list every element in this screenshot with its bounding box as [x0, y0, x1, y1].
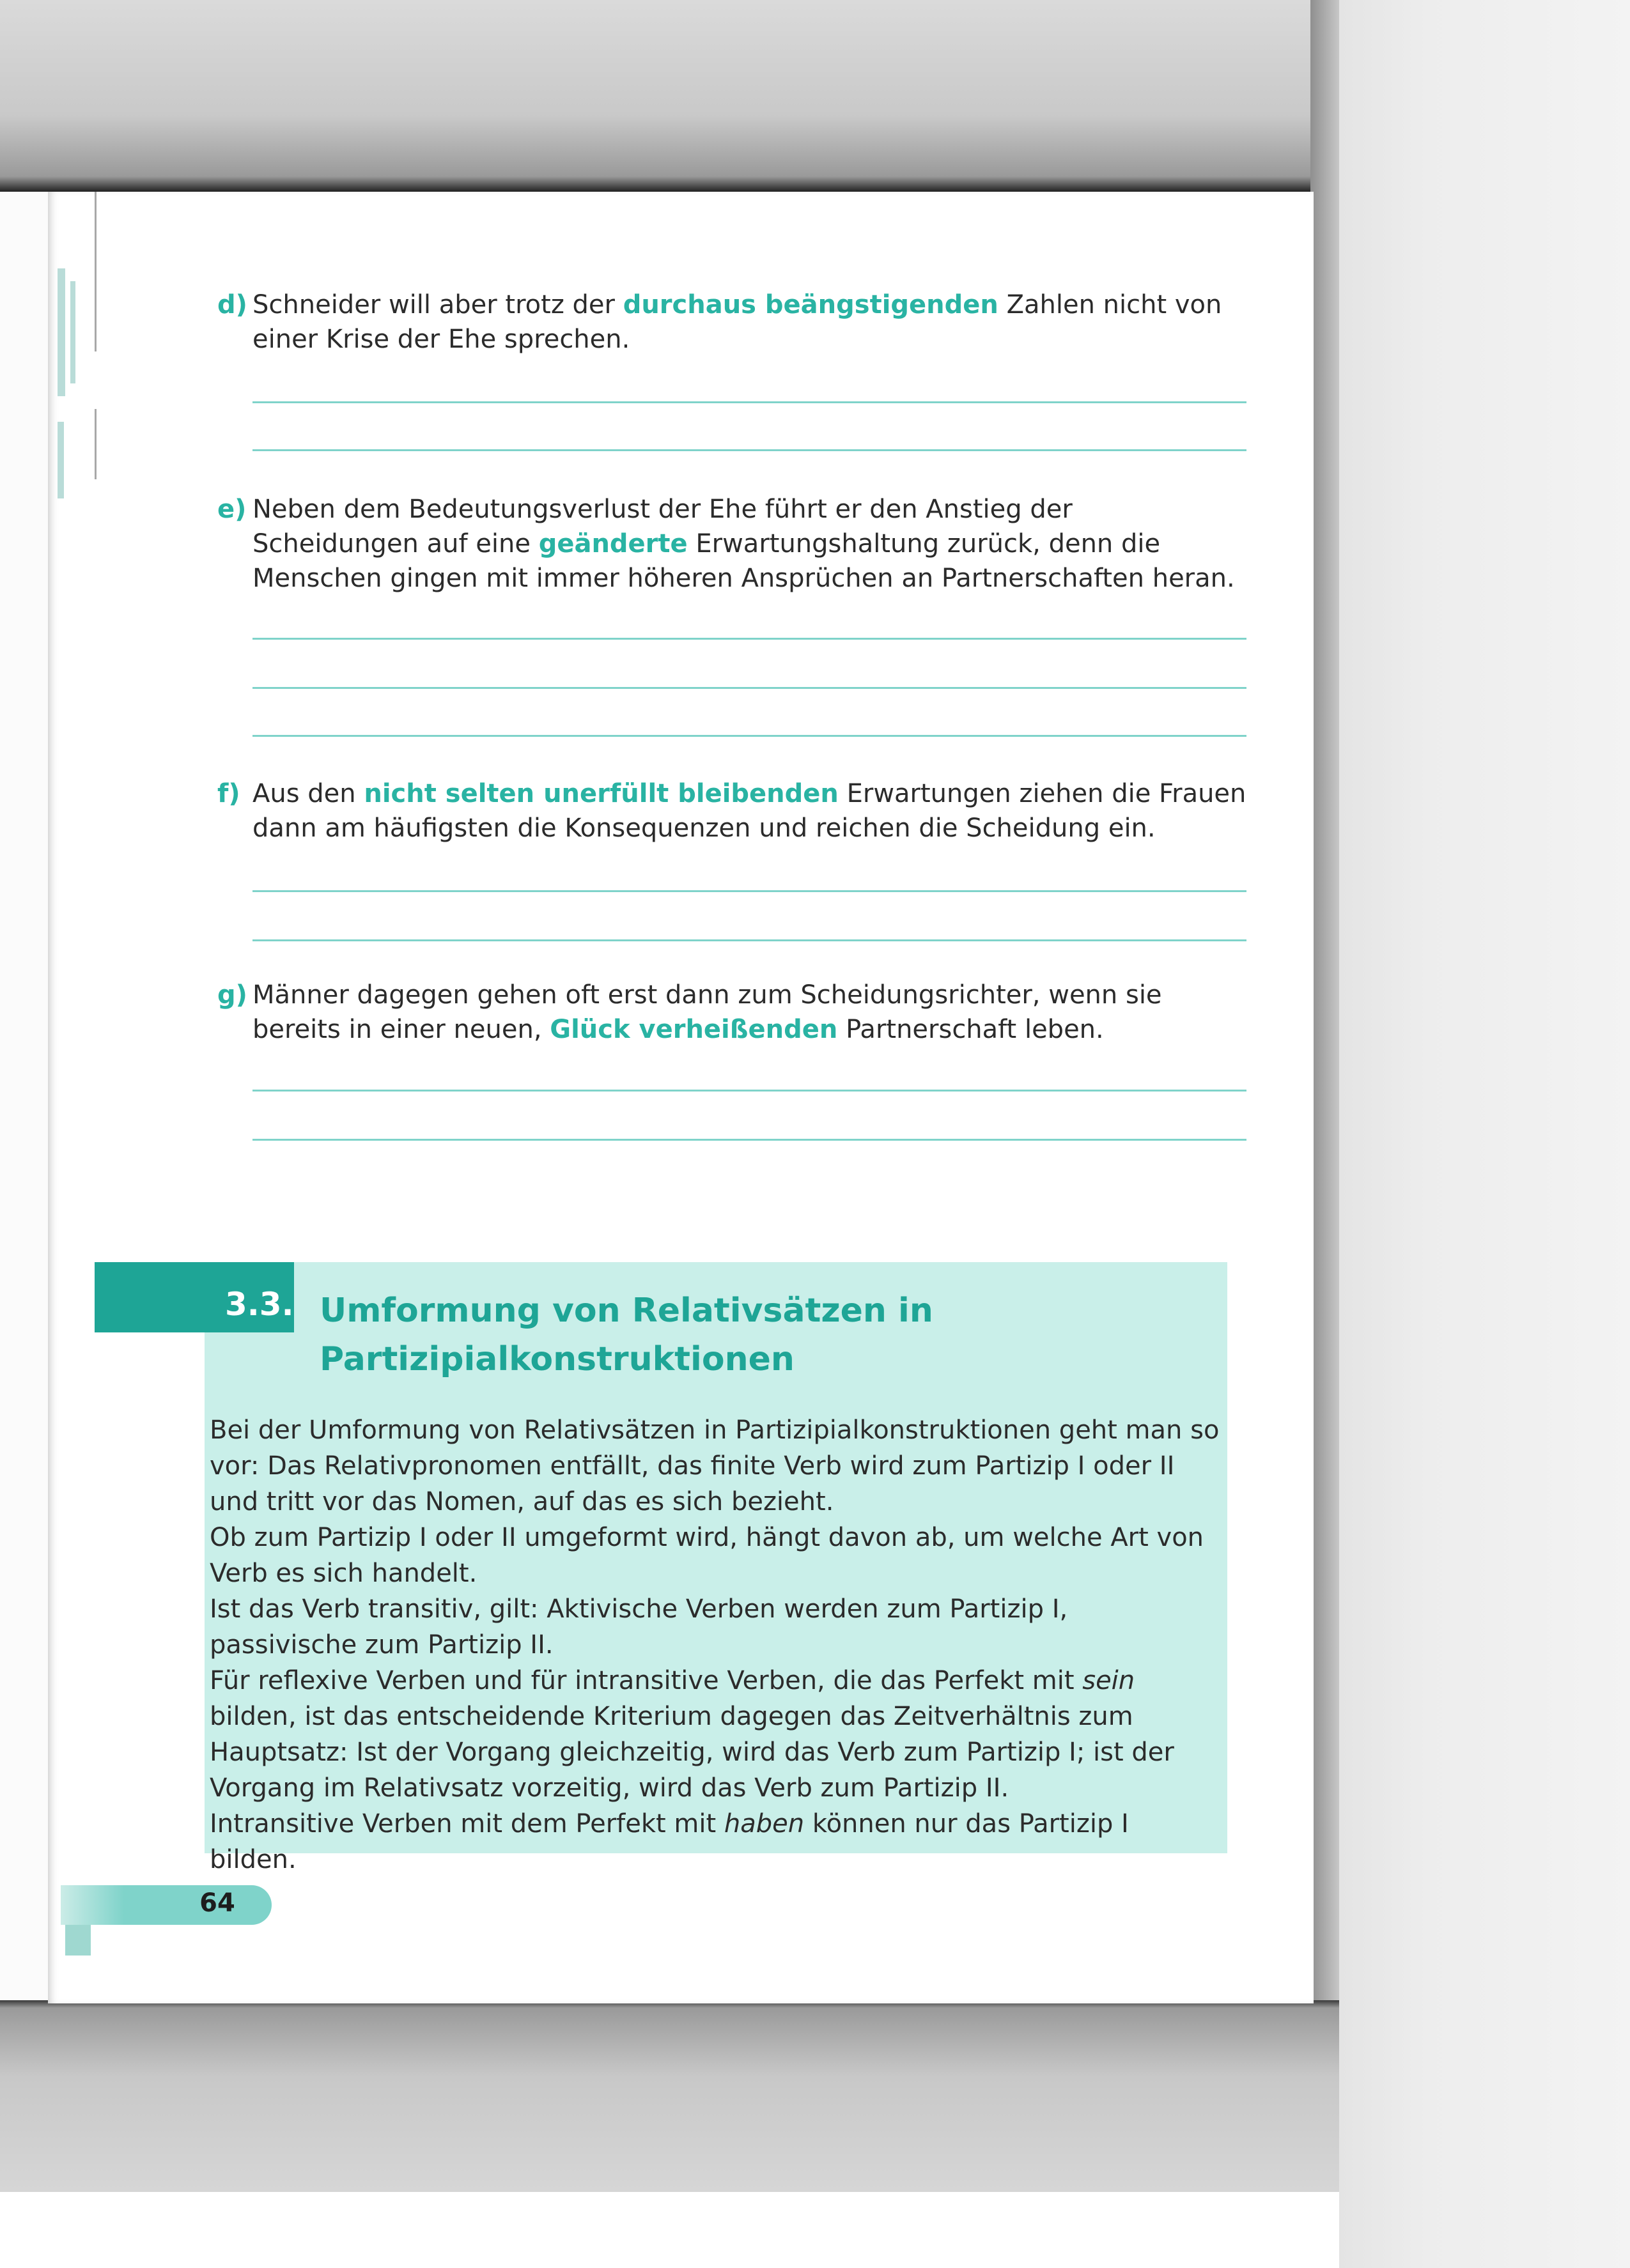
highlighted-phrase: Glück verheißenden [550, 1015, 838, 1044]
exercise-text: f) Aus den nicht selten unerfüllt bleibenden Erwartungen ziehen die Frauen dann am häufigsten die Konsequenzen und reichen die Scheidung ein. [211, 776, 1246, 845]
highlighted-phrase: geänderte [538, 529, 688, 559]
answer-line[interactable] [252, 890, 1246, 892]
book-gutter-shadow [1310, 0, 1339, 2192]
answer-line[interactable] [252, 1139, 1246, 1141]
scan-bottom-shadow [0, 2000, 1339, 2192]
page-number: 64 [199, 1888, 235, 1918]
exercise-text: e) Neben dem Bedeutungsverlust der Ehe führt er den Anstieg der Scheidungen auf eine geänderte Erwartungshaltung zurück, denn die Menschen gingen mit immer höheren Ansprüchen an Partnerschaften heran. [211, 492, 1246, 596]
answer-line[interactable] [252, 939, 1246, 941]
rule-paragraph: Ist das Verb transitiv, gilt: Aktivische Verben werden zum Partizip I, passivische zum Partizip II. [210, 1594, 1068, 1660]
exercise-item [211, 978, 1246, 1047]
exercise-letter: d) [217, 290, 247, 320]
exercise-item [211, 288, 1246, 357]
highlighted-phrase: nicht selten unerfüllt bleibenden [364, 779, 839, 808]
rule-paragraph: Für reflexive Verben und für intransitive Verben, die das Perfekt mit sein bilden, ist das entscheidende Kriterium dagegen das Zeitverhältnis zum Hauptsatz: Ist der Vorgang gleichzeitig, wird das Verb zum Partizip I; ist der Vorgang im Relativsatz vorzeitig, wird das Verb zum Partizip II. [210, 1666, 1174, 1803]
scan-bottom-area [0, 2192, 1339, 2268]
answer-line[interactable] [252, 687, 1246, 689]
rule-paragraph: Bei der Umformung von Relativsätzen in Partizipialkonstruktionen geht man so vor: Das Relativpronomen entfällt, das finite Verb wird zum Partizip I oder II und tritt vor das Nomen, auf das es sich bezieht. [210, 1416, 1220, 1516]
exercise-letter: f) [217, 779, 240, 808]
adjacent-page [1339, 0, 1630, 2268]
highlighted-phrase: durchaus beängstigenden [623, 290, 998, 320]
exercise-text: g) Männer dagegen gehen oft erst dann zum Scheidungsrichter, wenn sie bereits in einer neuen, Glück verheißenden Partnerschaft leben. [211, 978, 1246, 1047]
exercise-letter: e) [217, 495, 247, 524]
grammar-rule-text [210, 1412, 1220, 1878]
exercise-item [211, 776, 1246, 845]
answer-line[interactable] [252, 401, 1246, 403]
answer-line[interactable] [252, 735, 1246, 737]
section-number: 3.3. [225, 1286, 294, 1323]
exercise-letter: g) [217, 980, 247, 1010]
page-edge-line [95, 409, 97, 479]
exercise-text: d) Schneider will aber trotz der durchaus beängstigenden Zahlen nicht von einer Krise der Ehe sprechen. [211, 288, 1246, 357]
answer-line[interactable] [252, 449, 1246, 451]
page-edge-line [95, 192, 97, 351]
section-title: Umformung von Relativsätzen in Partizipialkonstruktionen [320, 1292, 933, 1378]
exercise-item [211, 492, 1246, 596]
rule-paragraph: Ob zum Partizip I oder II umgeformt wird, hängt davon ab, um welche Art von Verb es sich handelt. [210, 1523, 1204, 1588]
scan-top-shadow [0, 0, 1339, 192]
page-edge-marks [51, 211, 96, 1968]
rule-paragraph: Intransitive Verben mit dem Perfekt mit haben können nur das Partizip I bilden. [210, 1809, 1129, 1874]
answer-line[interactable] [252, 1090, 1246, 1092]
answer-line[interactable] [252, 638, 1246, 640]
